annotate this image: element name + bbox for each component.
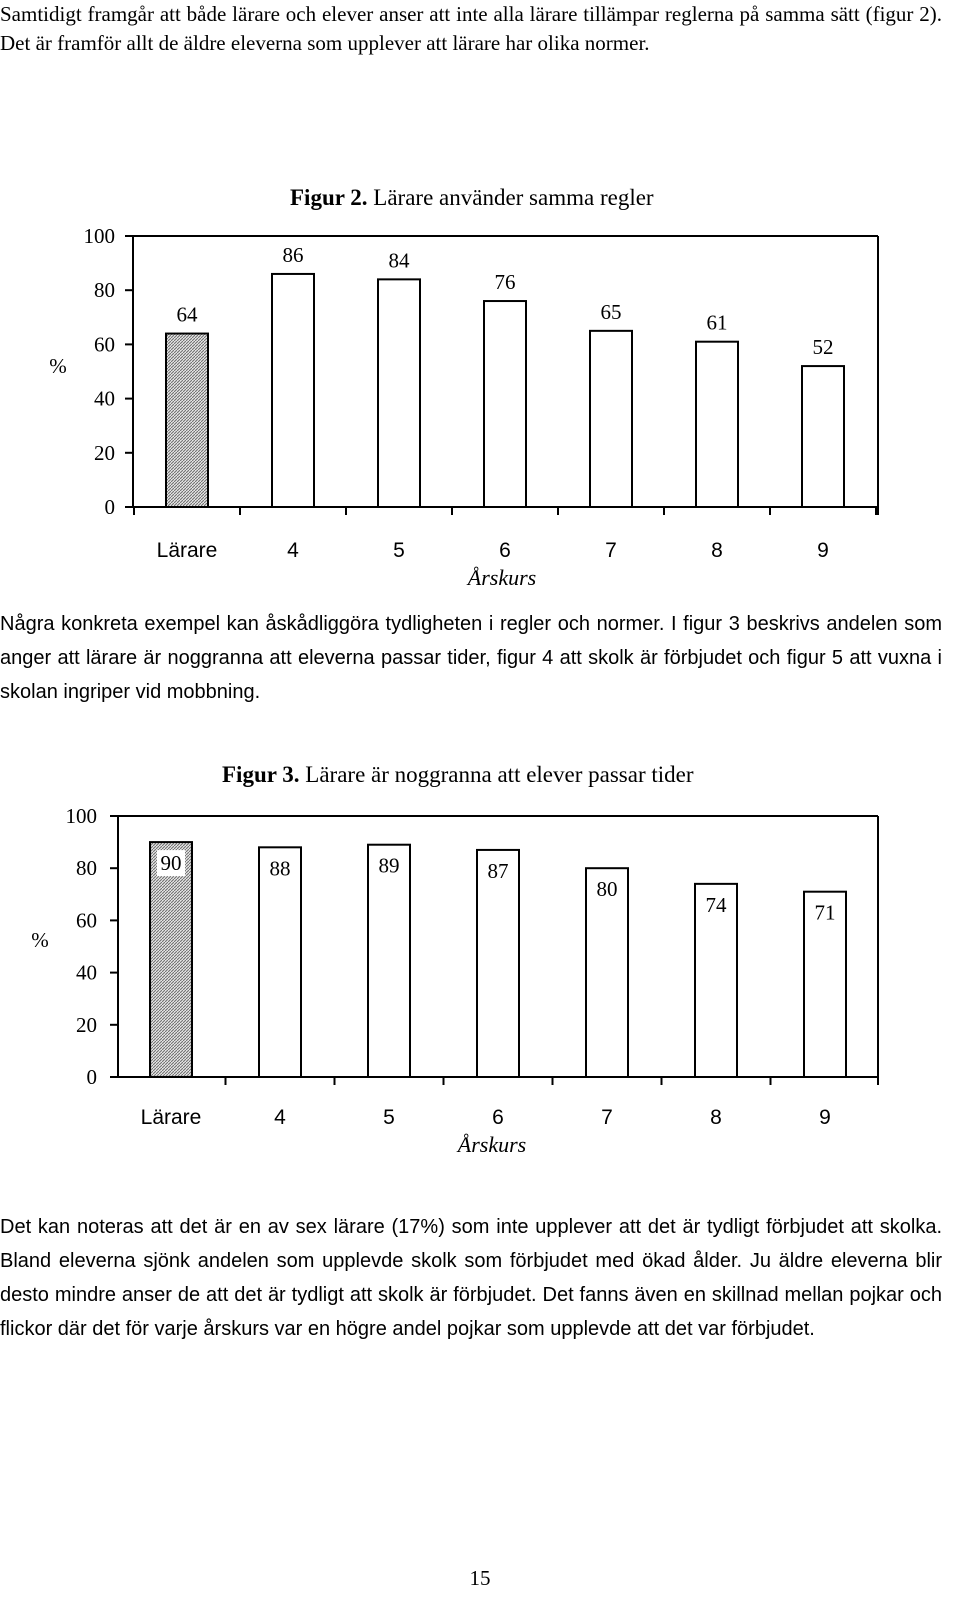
chart-title-rest: Lärare använder samma regler: [367, 185, 654, 210]
y-axis-label: %: [31, 928, 49, 952]
category-label: 5: [393, 539, 405, 562]
bar-arskurs-4: [272, 274, 314, 507]
data-label: 52: [812, 335, 834, 360]
category-label: 9: [817, 539, 829, 562]
y-tick-label: 100: [65, 804, 97, 828]
bar-arskurs-7: [590, 331, 632, 507]
data-label: 89: [378, 853, 400, 878]
y-tick-label: 60: [94, 332, 115, 357]
chart-title-bold: Figur 3.: [222, 762, 300, 787]
closing-paragraph: Det kan noteras att det är en av sex lärare (17%) som inte upplever att det är tydligt förbjudet att skolka. Bland eleverna sjönk andelen som upplevde skolk som förbjudet med ökad ålder. Ju äldre eleverna blir desto mindre anser de att det är tydligt att skolk är förbjudet. Det fanns även en skillnad mellan pojkar och flickor där det för varje årskurs var en högre andel pojkar som upplevde att det var förbjudet.: [0, 1216, 942, 1340]
data-label: 61: [706, 310, 728, 335]
chart-title-rest: Lärare är noggranna att elever passar tider: [299, 762, 694, 787]
data-label: 80: [596, 877, 618, 902]
y-tick-label: 100: [83, 224, 115, 248]
bar-larare: [166, 334, 208, 507]
data-label: 86: [282, 242, 304, 267]
category-label: Lärare: [156, 539, 218, 562]
category-label: Lärare: [140, 1106, 202, 1129]
category-label: 9: [819, 1106, 831, 1129]
category-label: 8: [711, 539, 723, 562]
data-label: 76: [494, 270, 516, 295]
y-tick-label: 40: [94, 386, 115, 411]
data-label: 84: [388, 248, 410, 273]
y-tick-label: 80: [94, 278, 115, 303]
data-label: 64: [176, 302, 198, 327]
chart-title-bold: Figur 2.: [290, 185, 368, 210]
chart-title: [290, 185, 654, 210]
category-label: 6: [492, 1106, 504, 1129]
data-label: 90: [160, 851, 182, 876]
x-axis-label: Årskurs: [457, 1132, 527, 1157]
category-label: 6: [499, 539, 511, 562]
bar-arskurs-5: [378, 279, 420, 507]
middle-paragraph: Några konkreta exempel kan åskådliggöra tydligheten i regler och normer. I figur 3 beskrivs andelen som anger att lärare är noggranna att eleverna passar tider, figur 4 att skolk är förbjudet och figur 5 att vuxna i skolan ingriper vid mobbning.: [0, 613, 942, 703]
page-number: 15: [469, 1566, 491, 1590]
y-tick-label: 20: [76, 1012, 97, 1037]
figure-2-chart: [0, 170, 960, 590]
bar-arskurs-5: [368, 845, 410, 1077]
y-tick-label: 40: [76, 960, 97, 985]
y-tick-label: 0: [86, 1065, 97, 1089]
data-label: 65: [600, 299, 622, 324]
intro-paragraph: Samtidigt framgår att både lärare och elever anser att inte alla lärare tillämpar reglerna på samma sätt (figur 2). Det är framför allt de äldre eleverna som upplever att lärare har olika normer.: [0, 2, 942, 55]
bar-arskurs-8: [696, 342, 738, 507]
category-label: 7: [601, 1106, 613, 1129]
bar-larare: [150, 842, 192, 1077]
y-tick-label: 0: [104, 495, 115, 519]
y-tick-label: 60: [76, 908, 97, 933]
bar-arskurs-4: [259, 847, 301, 1077]
category-label: 5: [383, 1106, 395, 1129]
bar-arskurs-6: [477, 850, 519, 1077]
category-label: 4: [287, 539, 299, 562]
chart-title: [222, 762, 694, 787]
bar-arskurs-6: [484, 301, 526, 507]
category-label: 8: [710, 1106, 722, 1129]
data-label: 74: [705, 892, 727, 917]
data-label: 87: [487, 858, 509, 883]
category-label: 4: [274, 1106, 286, 1129]
y-axis-label: %: [49, 354, 67, 378]
data-label: 71: [814, 900, 836, 925]
x-axis-label: Årskurs: [467, 565, 537, 590]
category-label: 7: [605, 539, 617, 562]
y-tick-label: 80: [76, 856, 97, 881]
bar-arskurs-9: [802, 366, 844, 507]
figure-3-chart: [0, 750, 960, 1170]
y-tick-label: 20: [94, 440, 115, 465]
data-label: 88: [269, 856, 291, 881]
